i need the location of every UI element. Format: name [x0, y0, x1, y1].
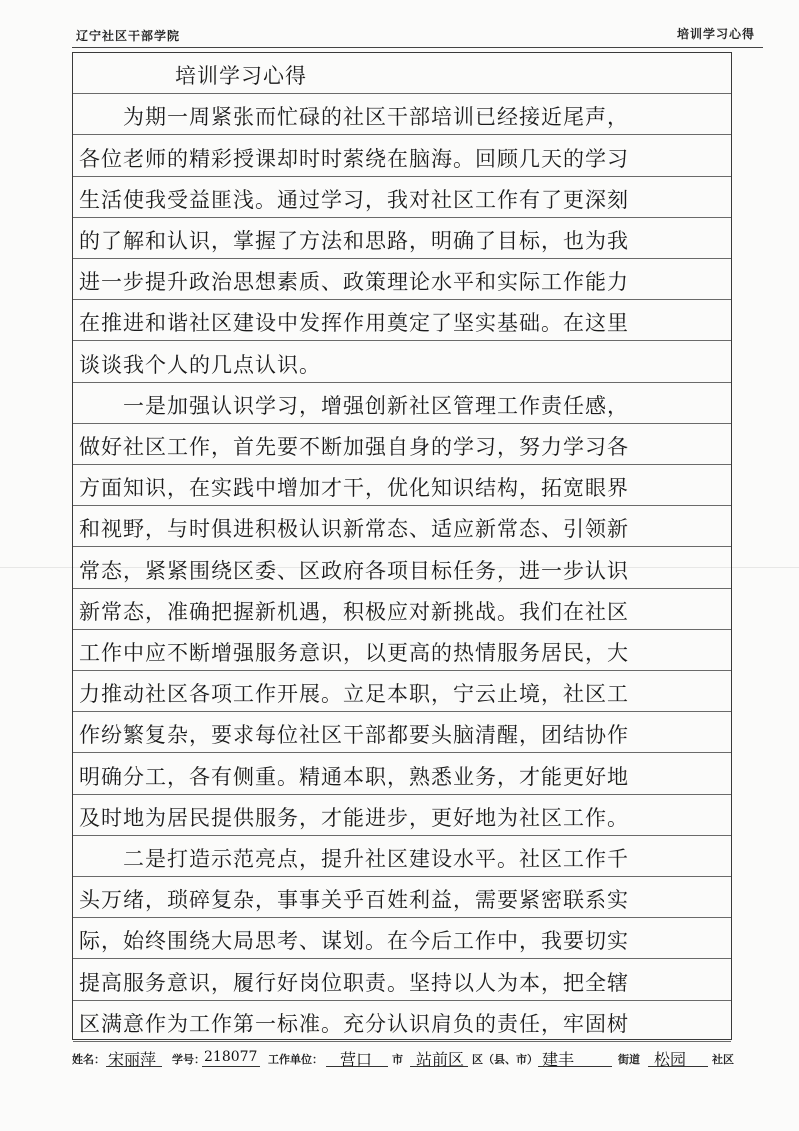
ruled-line: [73, 465, 731, 506]
ruled-line: [73, 589, 731, 630]
ruled-line: [73, 94, 731, 135]
ruled-line: [73, 753, 731, 794]
handwritten-line: 在推进和谐社区建设中发挥作用奠定了坚实基础。在这里: [79, 311, 629, 336]
ruled-line: [73, 300, 731, 341]
handwritten-line: 二是打造示范亮点，提升社区建设水平。社区工作千: [79, 846, 629, 871]
handwritten-line: 为期一周紧张而忙碌的社区干部培训已经接近尾声，: [79, 105, 629, 130]
name-value: 宋丽萍: [108, 1050, 157, 1069]
ruled-line: [73, 383, 731, 424]
name-label: 姓名：: [72, 1053, 105, 1066]
handwritten-line: 际，始终围绕大局思考、谋划。在今后工作中，我要切实: [79, 929, 629, 954]
handwritten-line: 及时地为居民提供服务，才能进步，更好地为社区工作。: [79, 805, 629, 830]
name-underline: [106, 1066, 162, 1067]
handwritten-line: 常态，紧紧围绕区委、区政府各项目标任务，进一步认识: [79, 558, 629, 583]
ruled-line: [73, 959, 731, 1000]
handwritten-line: 的了解和认识，掌握了方法和思路，明确了目标，也为我: [79, 228, 629, 253]
header-school-name: 辽宁社区干部学院: [76, 29, 181, 43]
handwritten-line: 区满意作为工作第一标准。充分认识肩负的责任，牢固树: [79, 1011, 629, 1036]
ruled-line: [73, 918, 731, 959]
street-label: 街道: [618, 1053, 640, 1066]
handwritten-line: 谈谈我个人的几点认识。: [79, 352, 321, 377]
handwritten-line: 新常态，准确把握新机遇，积极应对新挑战。我们在社区: [79, 599, 629, 624]
handwritten-line: 一是加强认识学习，增强创新社区管理工作责任感，: [79, 393, 629, 418]
header-doc-title: 培训学习心得: [676, 27, 755, 41]
ruled-line: [73, 712, 731, 753]
ruled-line: [73, 547, 731, 588]
handwritten-line: 和视野，与时俱进积极认识新常态、适应新常态、引领新: [79, 517, 629, 542]
id-underline: [202, 1066, 260, 1067]
handwritten-line: 各位老师的精彩授课却时时萦绕在脑海。回顾几天的学习: [79, 146, 629, 171]
work-unit-label: 工作单位：: [268, 1053, 323, 1066]
id-label: 学号：: [172, 1053, 205, 1066]
handwritten-line: 提高服务意识，履行好岗位职责。坚持以人为本，把全辖: [79, 970, 629, 995]
ruled-line: [73, 1001, 731, 1042]
handwritten-line: 工作中应不断增强服务意识，以更高的热情服务居民，大: [79, 640, 629, 665]
ruled-line: [73, 877, 731, 918]
header-rule: [72, 47, 763, 48]
handwritten-line: 头万绪，琐碎复杂，事事关乎百姓利益，需要紧密联系实: [79, 888, 629, 913]
ruled-line: [73, 135, 731, 176]
district-underline: [410, 1066, 468, 1067]
lined-writing-area: [72, 52, 732, 1040]
ruled-line: [73, 177, 731, 218]
footer-info-bar: [64, 1047, 764, 1071]
ruled-line: [73, 795, 731, 836]
handwritten-line: 做好社区工作，首先要不断加强自身的学习，努力学习各: [79, 434, 629, 459]
city-underline: [326, 1066, 388, 1067]
ruled-line: [73, 630, 731, 671]
ruled-line: [73, 218, 731, 259]
street-underline: [538, 1066, 612, 1067]
city-label: 市: [392, 1053, 403, 1066]
district-value: 站前区: [416, 1050, 465, 1069]
community-underline: [648, 1066, 708, 1067]
street-value: 建丰: [542, 1050, 575, 1069]
ruled-line: [73, 53, 731, 94]
ruled-line: [73, 341, 731, 382]
handwritten-line: 明确分工，各有侧重。精通本职，熟悉业务，才能更好地: [79, 764, 629, 789]
district-label: 区（县、市）: [472, 1053, 538, 1066]
ruled-line: [73, 424, 731, 465]
ruled-line: [73, 836, 731, 877]
handwritten-line: 生活使我受益匪浅。通过学习，我对社区工作有了更深刻: [79, 187, 629, 212]
id-value: 218077: [204, 1049, 258, 1065]
ruled-line: [73, 259, 731, 300]
handwritten-line: 进一步提升政治思想素质、政策理论水平和实际工作能力: [79, 270, 629, 295]
community-value: 松园: [654, 1050, 687, 1069]
handwritten-line: 作纷繁复杂，要求每位社区干部都要头脑清醒，团结协作: [79, 723, 629, 748]
handwritten-line: 方面知识，在实践中增加才干，优化知识结构，拓宽眼界: [79, 476, 629, 501]
ruled-line: [73, 671, 731, 712]
city-value: 营口: [340, 1050, 373, 1069]
handwritten-line: 力推动社区各项工作开展。立足本职，宁云止境，社区工: [79, 682, 629, 707]
community-label: 社区: [712, 1053, 734, 1066]
document-title: 培训学习心得: [175, 64, 307, 89]
ruled-line: [73, 506, 731, 547]
